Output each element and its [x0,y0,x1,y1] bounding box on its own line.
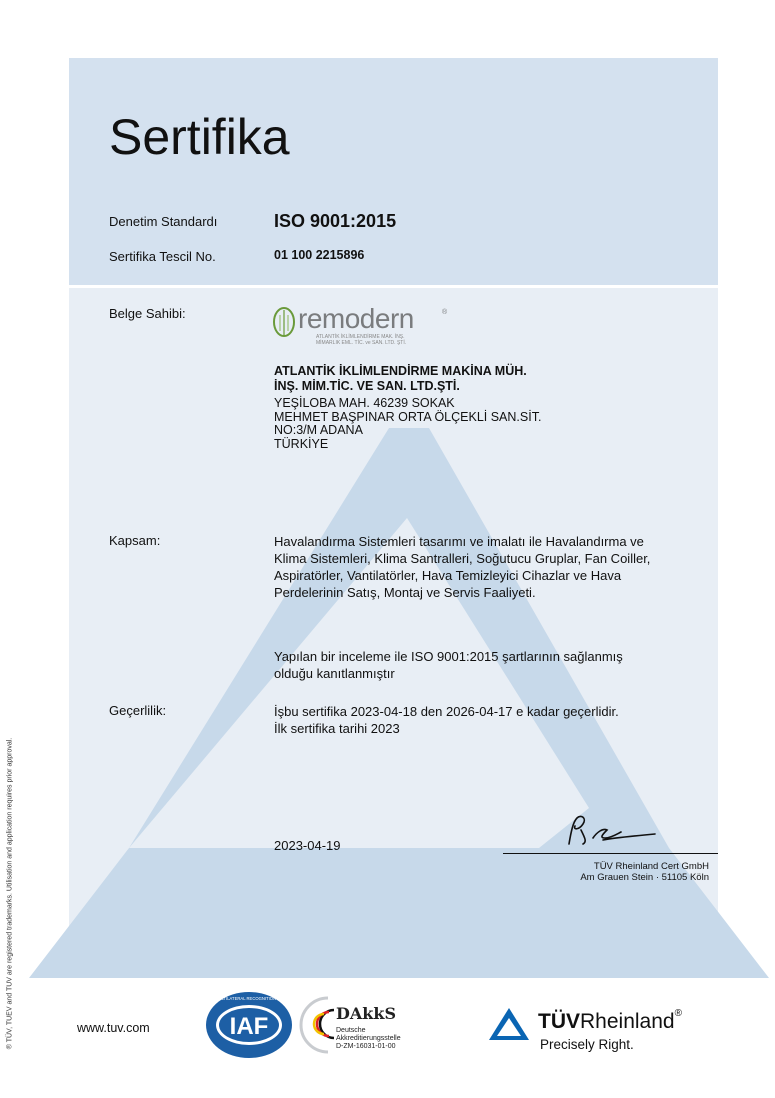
certification-body: TÜV Rheinland Cert GmbH Am Grauen Stein · 51105 Köln [580,861,709,883]
page-title: Sertifika [109,109,290,165]
signature-line [503,853,718,854]
website-link[interactable]: www.tuv.com [77,1021,150,1035]
issue-date: 2023-04-19 [274,838,341,853]
iaf-logo [188,990,310,1060]
remodern-logo: remodern ® ATLANTİK İKLİMLENDİRME MAK. İNŞ. MİMARLIK EML. TİC. ve SAN. LTD. ŞTİ. [272,305,472,343]
standard-value: ISO 9001:2015 [274,211,397,231]
tuv-rheinland-wordmark: TÜVRheinland® [538,1008,682,1033]
validity-text: İşbu sertifika 2023-04-18 den 2026-04-17 e kadar geçerlidir. İlk sertifika tarihi 2023 [274,704,619,736]
dakks-arcs-icon [298,990,338,1060]
standard-label: Denetim Standardı [109,214,218,229]
trademark-side-note: ® TÜV, TUEV and TUV are registered trademarks. Utilisation and application requires prior approval. [6,737,14,1050]
tuv-triangle-icon [487,1006,531,1042]
dakks-logo: DAkkS Deutsche Akkreditierungsstelle D-ZM-16031-01-00 [298,990,448,1060]
tuv-tagline: Precisely Right. [540,1037,634,1052]
scope-label: Kapsam: [109,533,161,548]
company-name: ATLANTİK İKLİMLENDİRME MAKİNA MÜH. İNŞ. MİM.TİC. VE SAN. LTD.ŞTİ. [274,364,527,393]
scope-text: Havalandırma Sistemleri tasarımı ve imalatı ile Havalandırma ve Klima Sistemleri, Klima Santralleri, Soğutucu Gruplar, Fan Coiller, Aspiratörler, Vantilatörler, Hava Temizleyici Cihazlar ve Hava Perdelerinin Satış, Montaj ve Servis Faaliyeti. [274,534,651,600]
holder-label: Belge Sahibi: [109,306,186,321]
svg-text:IAF: IAF [229,1013,269,1040]
company-address: YEŞİLOBA MAH. 46239 SOKAK MEHMET BAŞPINAR ORTA ÖLÇEKLİ SAN.SİT. NO:3/M ADANA TÜRKİYE [274,396,542,451]
signature [563,812,663,852]
registration-value: 01 100 2215896 [274,248,365,262]
registration-label: Sertifika Tescil No. [109,249,216,264]
validity-label: Geçerlilik: [109,703,167,718]
remodern-leaf-icon [272,305,298,339]
inspection-statement: Yapılan bir inceleme ile ISO 9001:2015 şartlarının sağlanmış olduğu kanıtlanmıştır [274,649,623,681]
svg-text:MEMBER OF MULTILATERAL RECOGNI: MEMBER OF MULTILATERAL RECOGNITION ARRANGEMENT [188,996,310,1001]
